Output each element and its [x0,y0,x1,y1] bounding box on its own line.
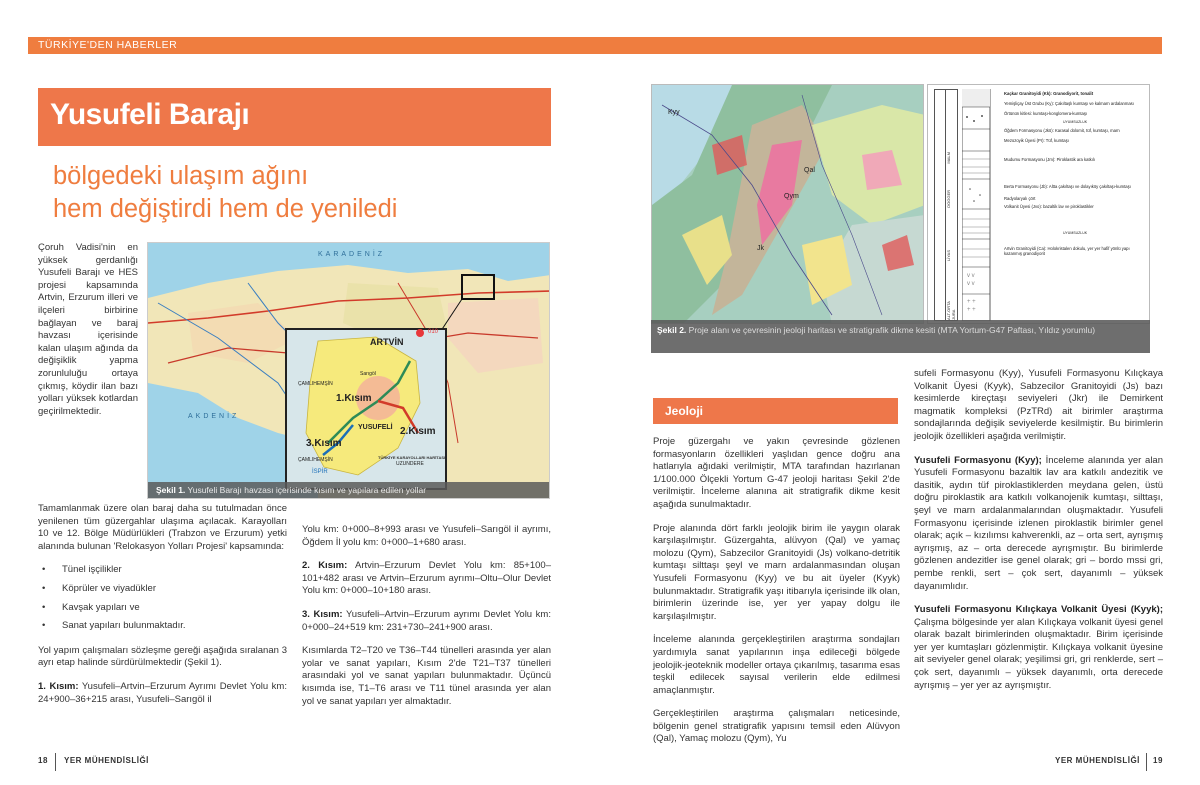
k3-paragraph [302,609,551,634]
geology-map-svg [652,85,924,324]
sea-north-label: KARADENİZ [318,251,386,258]
geology-paragraph-4: Gerçekleştirilen araştırma çalışmaları neticesinde, bölgenin genel stratigrafik yapısını temsil eden Alüvyon (Qal), Yamaç molozu (Qym), Yu [653,708,900,745]
subtitle-line-1: bölgedeki ulaşım ağını [53,162,309,190]
strat-row: UYUMSUZLUK [1062,119,1088,124]
right-middle-column [653,436,900,757]
geology-map-figure [651,84,924,324]
jeoloji-heading-box [653,398,898,424]
svg-text:+ +: + + [967,299,976,305]
kyy-paragraph [914,455,1163,594]
age-label: MALM [946,152,951,164]
section-header-right [600,37,1162,54]
strat-row: Volkanit Üyesi (Jvo): bazaltik lav ve piroklastikler [1004,203,1094,209]
k3-text: Yusufeli–Artvin–Erzurum ayrımı Devlet Yolu km: 0+000–24+519 km: 231+730–241+900 arası. [302,608,551,633]
subtitle-line-2: hem değiştirdi hem de yeniledi [53,195,398,223]
paragraph-3: Yol yapım çalışmaları sözleşme gereği aşağıda sıralanan 3 ayrı etap halinde sürdürülmektedir (Şekil 1). [38,644,287,669]
intro-column [38,242,138,429]
place-label: UZUNDERE [396,461,424,467]
kyy-heading: Yusufeli Formasyonu (Kyy); [914,454,1042,466]
geo-label: Qym [784,193,799,200]
svg-text:v v: v v [967,273,975,279]
kyy-text: İnceleme alanında yer alan Yusufeli Formasyonu bazaltik lav ara katkılı andezitik ve dasitik, aydın tüf piroklastiklerden meydana gelen, üstü doğru piroklastik ara katkılı volkanojenik kumtaşı, silttaşı, şeyl ve marn ardalanmalarından oluşmaktadır. Yusufeli Formasyonu içerisinde izlenen piroklastik birimler genel olarak; açık – kızılımsı kahverenkli, az – orta sert, ayrışmış ayrışmış, az – orta derecede ayrışmıştır. Bu birimlerde gözlenen andezitler ise genel olarak; gri – bordo mssi gri, pembe renkli, sert – çok sert, dayanımlı – yüksek dayanımlıdır. [914,454,1164,592]
k3-heading: 3. Kısım: [302,608,343,620]
right-footer-title: YER MÜHENDİSLİĞİ [1055,756,1140,765]
bullet-list [38,564,287,632]
strat-descriptions [1004,91,1146,257]
inset-title: TÜRKİYE KARAYOLLARI HARİTASI [378,455,446,460]
k2-heading: 2. Kısım: [302,560,348,572]
sea-south-label: AKDENİZ [188,413,240,420]
kyyk-paragraph [914,604,1163,692]
age-column [946,89,958,321]
svg-text:v v: v v [967,281,975,287]
strat-row: Öğdem Formasyonu (Jkö): Karasal dolomit, tüf, kumtaşı, marn [1004,127,1120,133]
footer-divider [1146,753,1147,771]
age-label: ALT-ORTA JURA [946,301,956,320]
geo-label: Qal [804,167,815,174]
kyyk-text: Çalışma bölgesinde yer alan Kılıçkaya volkanit üyesi genel olarak bazalt birimlerinden oluşmaktadır. Birim içerisinde yer yer kumtaşları gözlenmiştir. Kılıçkaya volkanit üyesine ait seviyeler genel olarak; yeşilimsi gri, gri renklerde, sert – çok sert, dayanımlı – yüksek dayanımlı, orta derecede ayrışmış – yer yer az ayrışmıştır. [914,616,1163,691]
strat-row: Artvin Granitoyidi (Ca): Holokristalen dokulu, yer yer hafif yönlü yapı kazanmış granodiyorit [1004,246,1130,257]
strat-row: UYUMSUZLUK [1062,231,1088,236]
road-number: 010 [428,329,439,335]
figure-2-text: Proje alanı ve çevresinin jeoloji haritası ve stratigrafik dikme kesiti (MTA Yortum-G47 Paftası, Yıldız yorumlu) [686,325,1096,335]
place-label: Sarıgöl [360,371,376,377]
lithology-column [962,89,1002,321]
k2-text: Artvin–Erzurum Devlet Yolu km: 85+100–101+482 arası ve Artvin–Erzurum ayrımı–Oltu–Olur Devlet Yolu km: 0+000–10+180 arası. [302,560,551,597]
left-page-number: 18 [38,756,48,765]
figure-1-text: Yusufeli Barajı havzası içerisinde kısım ve yapılara edilen yollar [185,485,427,495]
geology-paragraph-3: İnceleme alanında gerçekleştirilen araştırma sondajları yardımıyla sanat yapılarının inşa edileceği bölgede jeolojik-jeoteknik modeller ortaya çıkarılmış, tasarıma esas teşkil edilecek sayısal verilerin elde edilmesi amaçlanmıştır. [653,634,900,696]
left-footer-title: YER MÜHENDİSLİĞİ [64,756,149,765]
k3-label: 3.Kısım [306,438,342,449]
section-header [28,37,600,54]
age-label: DOGGER [946,190,951,208]
article-subtitle [53,160,553,226]
strat-row: Yemişliçay Üst Grubu (Ky): Çakıltaşlı kumtaşı ve kalmarn ardalanması [1004,101,1134,107]
middle-column [302,524,551,719]
section-label: TÜRKİYE'DEN HABERLER [38,39,178,51]
right-page-number: 19 [1153,756,1163,765]
k1-text: Yusufeli–Artvin–Erzurum Ayrımı Devlet Yolu km: 24+900–36+215 arası, Yusufeli–Sarıgöl il [38,680,287,705]
mid-paragraph-1: Yolu km: 0+000–8+993 arası ve Yusufeli–Sarıgöl il ayrımı, Öğdem İl yolu km: 0+000–1+680 arası. [302,524,551,548]
geo-label: Jk [757,245,764,252]
geology-paragraph-2: Proje alanında dört farklı jeolojik birim ile yaygın olarak karşılaşılmıştır. Güzergahta, alüvyon (Qal) ve yamaç molozu (Qym), Sabzecilor Granitoyidi (Js) volkano-detritik kumtaşı silttaşı şeyl ve marn ardalanmasından oluşan Yusufeli Formasyonu (Kyy) ve bu ait üyeler (Kyyk) bulunmaktadır. Stratigrafik yaşı itibarıyla içerisinde ilk olan, birimlerin üzerinde ise, yer yer yapay dolgu ile karşılaşılmıştır. [653,522,900,622]
right-column [914,368,1163,703]
figure-2-label: Şekil 2. [657,325,687,335]
intro-paragraph: Çoruh Vadisi'nin en yüksek gerdanlığı Yusufeli Barajı ve HES projesi kapsamında Artvin, Erzurum illeri ve ilçeleri birbirine bağlayan ve baraj havzası içerisinde kalan ulaşım ağında da değişiklik yapma zorunluluğu ortaya çıkmış, köydir ilan bazı yolları yüksek kotlardan geçirilmektedir. [38,242,138,417]
strat-row: Berta Formasyonu (Jb): Altta çakıltaşı ve dolayıköy çakıltaşı-kumtaşı [1004,184,1131,190]
k2-paragraph [302,560,551,598]
figure-1-label: Şekil 1. [156,485,186,495]
bullet-item: • Köprüler ve viyadükler [38,583,287,596]
left-column [38,503,287,717]
k1-paragraph [38,681,287,706]
place-label: ÇAMLIHEMŞİN [298,457,333,463]
place-label: YUSUFELİ [358,424,393,431]
kyyk-heading: Yusufeli Formasyonu Kılıçkaya Volkanit Üyesi (Kyyk); [914,604,1163,616]
city-label: ARTVİN [370,337,404,347]
era-column [934,89,946,321]
figure-2-caption [651,320,1150,353]
route-map-figure [147,242,550,499]
geo-label: Kyy [668,109,680,116]
strat-row: Radyolaryalı çört [1004,195,1036,201]
k1-label: 1.Kısım [336,393,372,404]
right-page [600,0,1200,785]
footer-divider [55,753,56,771]
article-title: Yusufeli Barajı [50,98,250,131]
bullet-item: • Sanat yapıları bulunmaktadır. [38,620,287,633]
place-label: ÇAMLIHEMŞİN [298,381,333,387]
strat-row: Mudumu Formasyonu (Jm): Piroklastik ara katkılı [1004,157,1095,163]
route-map-svg [148,243,550,499]
strat-row: Mezozoyik Üyesi (Pr): Tüf, kumtaşı [1004,138,1069,144]
place-label: İSPİR [312,469,328,475]
article-title-box [38,88,551,146]
strat-row: Örtünün kitlesi: kumtaşı-konglomera-kumtaşı [1004,111,1088,117]
geology-paragraph-1: Proje güzergahı ve yakın çevresinde gözlenen formasyonların özellikleri yaşlıdan gence doğru ana hatlarıyla ağıdaki verilmiştir, MTA tarafından hazırlanan 1/100.000 Ölçekli Yortum G-47 jeoloji haritası Şekil 2'de verilmiştir. İnceleme alanına ait stratigrafik dikme kesit aşağıda sunulmaktadır. [653,436,900,510]
paragraph-2: Tamamlanmak üzere olan baraj daha su tutulmadan önce yenilenen tüm güzergahlar ulaşıma açılacak. Karayolları 10 ve 12. Bölge Müdürlükleri (Trabzon ve Erzurum) yetki alanında bulunan 'Relokasyon Yolları Projesi' kapsamında: [38,503,287,552]
svg-text:+ +: + + [967,307,976,313]
mid-paragraph-4: Kısımlarda T2–T20 ve T36–T44 tünelleri arasında yer alan yolar ve sanat yapıları, Kısım 2'de T21–T37 tünelleri arasındaki yol ve sanat yapıları bulunmaktadır. Üçüncü kısımda ise, T1–T6 arası ve T11 tünel arasında yer alan yol ve sanat yapıları yer almaktadır. [302,645,551,707]
stratigraphic-section [927,84,1150,324]
bullet-item: • Tünel işçilikler [38,564,287,577]
jeoloji-heading: Jeoloji [665,404,704,418]
k1-heading: 1. Kısım: [38,680,79,692]
age-label: LİYAS [946,250,951,262]
k2-label: 2.Kısım [400,426,436,437]
figure-1-caption [148,482,549,498]
strat-row: Kaçkar Granitoyidi (Kk): Granodiyorit, tonalit [1004,91,1094,96]
bullet-item: • Kavşak yapıları ve [38,602,287,615]
formations-paragraph: sufeli Formasyonu (Kyy), Yusufeli Formasyonu Kılıçkaya Volkanit Üyesi (Kyyk), Sabzecilor Granitoyidi (Js) bazı kesimlerde kireçtaşı seviyeleri (Jkr) ile Demirkent magmatik kompleksi (PzTRd) ait birimler araştırma sondajlarında değişik seviyelerde kesilmiştir. Bu birimlerin jeolojik özellikleri aşağıda verilmiştir. [914,368,1163,442]
